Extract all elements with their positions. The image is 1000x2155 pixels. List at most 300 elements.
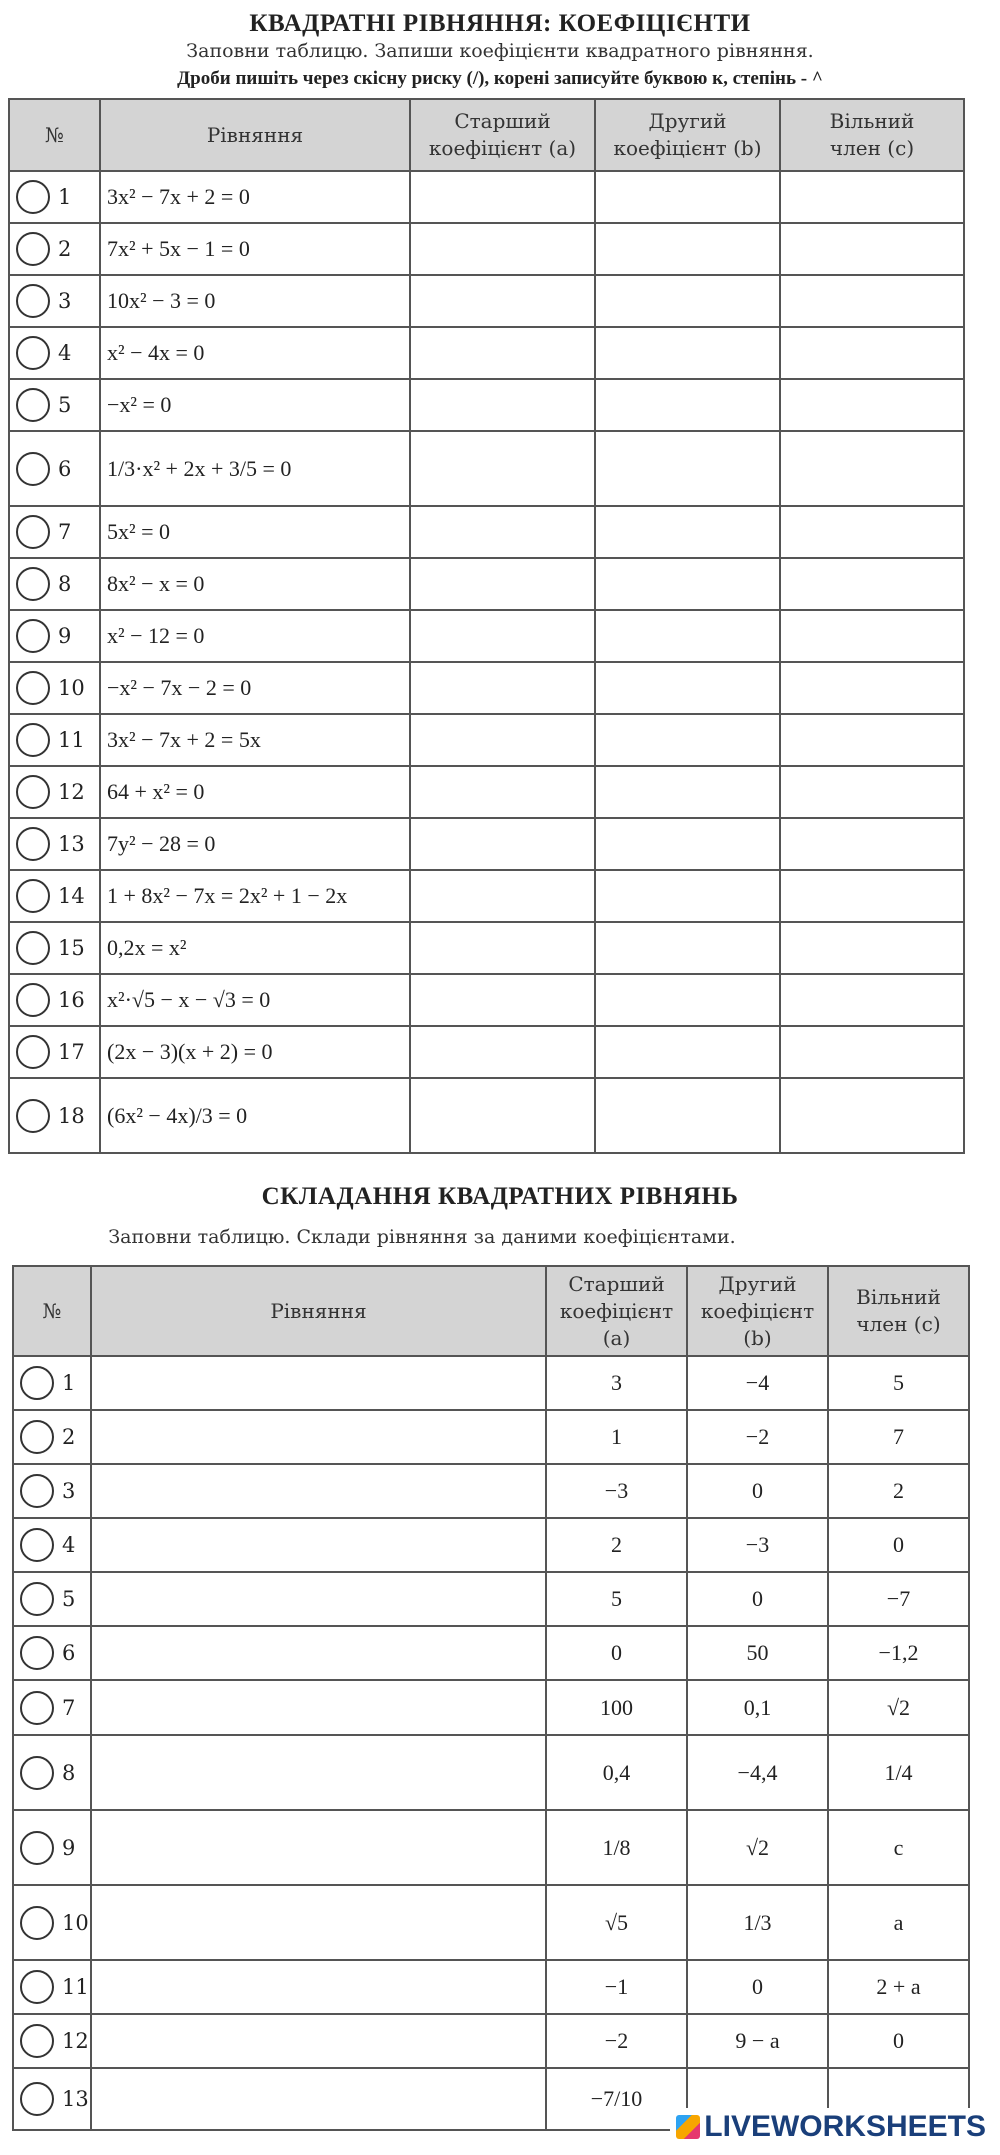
equation-cell bbox=[100, 714, 410, 766]
row-number-label: 12 bbox=[58, 780, 85, 804]
coef-b-value: 0 bbox=[752, 1974, 763, 1999]
row-number bbox=[9, 506, 100, 558]
coef-a-cell bbox=[546, 1626, 687, 1680]
answer-a-input[interactable] bbox=[410, 1026, 595, 1078]
equation-cell bbox=[100, 431, 410, 506]
coef-a-cell bbox=[546, 1518, 687, 1572]
answer-b-input[interactable] bbox=[595, 870, 780, 922]
header-b: Другий коефіцієнт (b) bbox=[687, 1266, 828, 1356]
equation-cell bbox=[100, 275, 410, 327]
header-a: Старший коефіцієнт (a) bbox=[546, 1266, 687, 1356]
equation-input[interactable] bbox=[91, 1885, 546, 1960]
coef-c-value: 5 bbox=[893, 1370, 904, 1395]
table-row bbox=[9, 558, 964, 610]
answer-check-circle[interactable] bbox=[16, 1099, 50, 1133]
equation-text: 3x² − 7x + 2 = 5x bbox=[107, 727, 261, 752]
row-number-label: 4 bbox=[62, 1533, 76, 1557]
table-row bbox=[9, 714, 964, 766]
row-number bbox=[9, 223, 100, 275]
row-number bbox=[13, 1572, 91, 1626]
row-number-label: 6 bbox=[58, 456, 72, 481]
coef-c-value: √2 bbox=[886, 1694, 911, 1720]
coef-a-cell bbox=[546, 1960, 687, 2014]
equation-text: x² − 12 = 0 bbox=[107, 623, 205, 648]
answer-check-circle[interactable] bbox=[20, 1691, 54, 1725]
answer-check-circle[interactable] bbox=[16, 567, 50, 601]
coef-c-value: a bbox=[893, 1909, 904, 1935]
coef-b-cell bbox=[687, 1735, 828, 1810]
coef-c-cell bbox=[828, 1410, 969, 1464]
row-number bbox=[13, 1960, 91, 2014]
coef-c-cell bbox=[828, 1960, 969, 2014]
answer-check-circle[interactable] bbox=[16, 827, 50, 861]
row-number-label: 10 bbox=[58, 676, 85, 700]
table-row bbox=[13, 2014, 969, 2068]
coef-b-value: 9 − a bbox=[735, 2028, 780, 2053]
answer-b-input[interactable] bbox=[595, 974, 780, 1026]
coef-c-value: 2 + a bbox=[876, 1974, 921, 1999]
table-row bbox=[9, 223, 964, 275]
answer-a-input[interactable] bbox=[410, 870, 595, 922]
coef-b-cell bbox=[687, 1885, 828, 1960]
answer-check-circle[interactable] bbox=[20, 1970, 54, 2004]
row-number-label: 5 bbox=[58, 393, 72, 417]
equation-text: −x² − 7x − 2 = 0 bbox=[107, 675, 252, 700]
coef-b-cell bbox=[687, 1626, 828, 1680]
header-num: № bbox=[13, 1266, 91, 1356]
answer-check-circle[interactable] bbox=[16, 180, 50, 214]
table-row bbox=[9, 171, 964, 223]
header-c: Вільний член (c) bbox=[828, 1266, 969, 1356]
equation-cell bbox=[100, 610, 410, 662]
answer-check-circle[interactable] bbox=[16, 515, 50, 549]
coef-a-cell bbox=[546, 1410, 687, 1464]
equation-text: (2x − 3)(x + 2) = 0 bbox=[107, 1039, 273, 1064]
coef-a-cell bbox=[546, 1735, 687, 1810]
answer-b-input[interactable] bbox=[595, 327, 780, 379]
equation-text: 1/3·x² + 2x + 3/5 = 0 bbox=[107, 455, 292, 481]
answer-c-input[interactable] bbox=[780, 766, 964, 818]
answer-a-input[interactable] bbox=[410, 171, 595, 223]
row-number bbox=[9, 662, 100, 714]
table-row bbox=[13, 1518, 969, 1572]
equation-text: 1 + 8x² − 7x = 2x² + 1 − 2x bbox=[107, 883, 348, 908]
answer-b-input[interactable] bbox=[595, 171, 780, 223]
row-number-label: 13 bbox=[58, 832, 85, 856]
answer-c-input[interactable] bbox=[780, 714, 964, 766]
equation-input[interactable] bbox=[91, 1518, 546, 1572]
header-c: Вільний член (c) bbox=[780, 99, 964, 171]
equation-cell bbox=[100, 558, 410, 610]
row-number bbox=[9, 714, 100, 766]
answer-check-circle[interactable] bbox=[16, 983, 50, 1017]
equation-text: 7x² + 5x − 1 = 0 bbox=[107, 236, 250, 261]
answer-a-input[interactable] bbox=[410, 327, 595, 379]
row-number-label: 8 bbox=[62, 1760, 76, 1785]
answer-check-circle[interactable] bbox=[16, 1035, 50, 1069]
equation-text: 5x² = 0 bbox=[107, 519, 171, 544]
coef-c-value: 0 bbox=[893, 1532, 904, 1557]
row-number bbox=[13, 1464, 91, 1518]
equation-input[interactable] bbox=[91, 1410, 546, 1464]
equation-cell bbox=[100, 327, 410, 379]
table-row bbox=[13, 1735, 969, 1810]
answer-b-input[interactable] bbox=[595, 431, 780, 506]
liveworksheets-logo: LIVEWORKSHEETS bbox=[670, 2108, 992, 2146]
answer-b-input[interactable] bbox=[595, 275, 780, 327]
logo-icon bbox=[676, 2115, 700, 2139]
coef-a-cell bbox=[546, 1464, 687, 1518]
coef-a-value: 5 bbox=[611, 1586, 622, 1611]
equation-input[interactable] bbox=[91, 1960, 546, 2014]
answer-b-input[interactable] bbox=[595, 1078, 780, 1153]
header-num: № bbox=[9, 99, 100, 171]
equation-text: (6x² − 4x)/3 = 0 bbox=[107, 1102, 248, 1128]
answer-b-input[interactable] bbox=[595, 506, 780, 558]
table-row bbox=[13, 1885, 969, 1960]
coef-c-cell bbox=[828, 1464, 969, 1518]
answer-check-circle[interactable] bbox=[20, 1582, 54, 1616]
row-number bbox=[9, 870, 100, 922]
table-row bbox=[9, 870, 964, 922]
answer-check-circle[interactable] bbox=[16, 452, 50, 486]
coef-b-cell bbox=[687, 1464, 828, 1518]
coef-c-cell bbox=[828, 1885, 969, 1960]
coef-b-value: −4 bbox=[745, 1370, 770, 1395]
row-number-label: 17 bbox=[58, 1040, 85, 1064]
row-number-label: 14 bbox=[58, 884, 85, 908]
answer-a-input[interactable] bbox=[410, 714, 595, 766]
row-number bbox=[9, 327, 100, 379]
answer-check-circle[interactable] bbox=[20, 1420, 54, 1454]
coef-a-cell bbox=[546, 2068, 687, 2130]
table-row bbox=[13, 1626, 969, 1680]
row-number bbox=[9, 1078, 100, 1153]
equation-text: 3x² − 7x + 2 = 0 bbox=[107, 184, 250, 209]
answer-c-input[interactable] bbox=[780, 662, 964, 714]
answer-b-input[interactable] bbox=[595, 662, 780, 714]
coef-b-cell bbox=[687, 1572, 828, 1626]
format-note: Дроби пишіть через скісну риску (/), корені записуйте буквою к, степінь - ^ bbox=[177, 68, 823, 89]
answer-a-input[interactable] bbox=[410, 610, 595, 662]
coef-a-value: −3 bbox=[604, 1478, 629, 1503]
coef-a-value: 0 bbox=[611, 1640, 622, 1665]
row-number-label: 9 bbox=[58, 624, 72, 648]
answer-b-input[interactable] bbox=[595, 223, 780, 275]
answer-c-input[interactable] bbox=[780, 223, 964, 275]
answer-c-input[interactable] bbox=[780, 558, 964, 610]
section2-instruction: Заповни таблицю. Склади рівняння за даними коефіцієнтами. bbox=[108, 1226, 736, 1248]
equation-input[interactable] bbox=[91, 1572, 546, 1626]
row-number-label: 5 bbox=[62, 1587, 76, 1611]
answer-c-input[interactable] bbox=[780, 275, 964, 327]
row-number-label: 6 bbox=[62, 1641, 76, 1665]
coef-a-value: 100 bbox=[600, 1694, 633, 1720]
row-number-label: 4 bbox=[58, 341, 72, 365]
equation-text: 0,2x = x² bbox=[107, 935, 187, 960]
answer-c-input[interactable] bbox=[780, 1078, 964, 1153]
answer-check-circle[interactable] bbox=[20, 1906, 54, 1940]
answer-b-input[interactable] bbox=[595, 818, 780, 870]
answer-check-circle[interactable] bbox=[16, 879, 50, 913]
answer-check-circle[interactable] bbox=[16, 671, 50, 705]
table-row bbox=[9, 275, 964, 327]
coef-a-value: −1 bbox=[604, 1974, 629, 1999]
row-number bbox=[13, 1410, 91, 1464]
row-number-label: 11 bbox=[62, 1975, 89, 1999]
compose-equations-table bbox=[12, 1265, 970, 2131]
answer-a-input[interactable] bbox=[410, 922, 595, 974]
answer-check-circle[interactable] bbox=[20, 1636, 54, 1670]
equation-cell bbox=[100, 506, 410, 558]
row-number-label: 12 bbox=[62, 2029, 89, 2053]
row-number-label: 7 bbox=[62, 1695, 76, 1720]
row-number-label: 1 bbox=[62, 1371, 76, 1395]
header-b: Другий коефіцієнт (b) bbox=[595, 99, 780, 171]
answer-b-input[interactable] bbox=[595, 714, 780, 766]
table-row bbox=[13, 1464, 969, 1518]
answer-c-input[interactable] bbox=[780, 431, 964, 506]
answer-a-input[interactable] bbox=[410, 766, 595, 818]
answer-check-circle[interactable] bbox=[16, 775, 50, 809]
answer-check-circle[interactable] bbox=[16, 336, 50, 370]
table-row bbox=[9, 610, 964, 662]
answer-b-input[interactable] bbox=[595, 379, 780, 431]
answer-a-input[interactable] bbox=[410, 275, 595, 327]
answer-c-input[interactable] bbox=[780, 870, 964, 922]
table-row bbox=[9, 379, 964, 431]
answer-check-circle[interactable] bbox=[20, 1756, 54, 1790]
coef-b-value: −3 bbox=[745, 1532, 770, 1557]
answer-a-input[interactable] bbox=[410, 431, 595, 506]
answer-c-input[interactable] bbox=[780, 379, 964, 431]
answer-a-input[interactable] bbox=[410, 379, 595, 431]
equation-text: x²·√5 − x − √3 = 0 bbox=[107, 987, 271, 1012]
answer-b-input[interactable] bbox=[595, 922, 780, 974]
answer-a-input[interactable] bbox=[410, 223, 595, 275]
equation-input[interactable] bbox=[91, 2014, 546, 2068]
row-number bbox=[13, 1810, 91, 1885]
coef-c-cell bbox=[828, 1356, 969, 1410]
row-number bbox=[9, 275, 100, 327]
coef-a-value: 2 bbox=[611, 1532, 622, 1557]
header-a: Старший коефіцієнт (a) bbox=[410, 99, 595, 171]
coef-a-value: 1/8 bbox=[602, 1834, 631, 1860]
coef-c-cell bbox=[828, 1680, 969, 1735]
row-number bbox=[13, 1735, 91, 1810]
answer-check-circle[interactable] bbox=[20, 1528, 54, 1562]
coef-b-value: √2 bbox=[745, 1834, 770, 1860]
equation-cell bbox=[100, 662, 410, 714]
coef-c-value: c bbox=[893, 1834, 904, 1860]
answer-a-input[interactable] bbox=[410, 818, 595, 870]
table-row bbox=[9, 974, 964, 1026]
equation-text: 8x² − x = 0 bbox=[107, 571, 205, 596]
answer-b-input[interactable] bbox=[595, 1026, 780, 1078]
row-number bbox=[13, 1626, 91, 1680]
row-number bbox=[9, 974, 100, 1026]
coef-a-cell bbox=[546, 1356, 687, 1410]
answer-c-input[interactable] bbox=[780, 818, 964, 870]
coef-a-value: 1 bbox=[611, 1424, 622, 1449]
coef-c-cell bbox=[828, 1626, 969, 1680]
coef-a-cell bbox=[546, 1680, 687, 1735]
table-row bbox=[9, 431, 964, 506]
coef-b-cell bbox=[687, 1680, 828, 1735]
equation-cell bbox=[100, 171, 410, 223]
answer-a-input[interactable] bbox=[410, 506, 595, 558]
answer-check-circle[interactable] bbox=[20, 2082, 54, 2116]
equation-text: −x² = 0 bbox=[107, 392, 172, 417]
answer-c-input[interactable] bbox=[780, 974, 964, 1026]
equation-input[interactable] bbox=[91, 1810, 546, 1885]
answer-b-input[interactable] bbox=[595, 766, 780, 818]
answer-a-input[interactable] bbox=[410, 1078, 595, 1153]
row-number bbox=[9, 431, 100, 506]
coef-c-value: 2 bbox=[893, 1478, 904, 1503]
table-row bbox=[13, 1410, 969, 1464]
row-number bbox=[9, 818, 100, 870]
row-number-label: 2 bbox=[62, 1425, 76, 1449]
row-number bbox=[9, 379, 100, 431]
row-number-label: 15 bbox=[58, 936, 85, 960]
coef-c-cell bbox=[828, 2014, 969, 2068]
coef-a-cell bbox=[546, 2014, 687, 2068]
answer-check-circle[interactable] bbox=[20, 2024, 54, 2058]
equation-cell bbox=[100, 974, 410, 1026]
coef-b-cell bbox=[687, 1518, 828, 1572]
coef-b-value: 1/3 bbox=[743, 1909, 772, 1935]
equation-input[interactable] bbox=[91, 1464, 546, 1518]
coef-c-value: 0 bbox=[893, 2028, 904, 2053]
coef-a-cell bbox=[546, 1885, 687, 1960]
equation-cell bbox=[100, 223, 410, 275]
row-number-label: 18 bbox=[58, 1103, 85, 1128]
table-row bbox=[9, 922, 964, 974]
row-number-label: 2 bbox=[58, 237, 72, 261]
equation-input[interactable] bbox=[91, 2068, 546, 2130]
coef-a-cell bbox=[546, 1810, 687, 1885]
instruction-text: Заповни таблицю. Запиши коефіцієнти квадратного рівняння. bbox=[186, 40, 814, 62]
answer-c-input[interactable] bbox=[780, 506, 964, 558]
coef-a-value: −7/10 bbox=[590, 2086, 643, 2111]
answer-check-circle[interactable] bbox=[16, 723, 50, 757]
row-number bbox=[13, 1518, 91, 1572]
coef-c-value: −7 bbox=[886, 1586, 911, 1611]
coef-a-value: 3 bbox=[611, 1370, 622, 1395]
answer-c-input[interactable] bbox=[780, 1026, 964, 1078]
equation-text: 64 + x² = 0 bbox=[107, 779, 205, 804]
row-number-label: 7 bbox=[58, 520, 72, 544]
header-equation: Рівняння bbox=[91, 1266, 546, 1356]
table-row bbox=[9, 766, 964, 818]
section2-title: СКЛАДАННЯ КВАДРАТНИХ РІВНЯНЬ bbox=[261, 1183, 739, 1210]
row-number-label: 3 bbox=[58, 289, 72, 313]
answer-check-circle[interactable] bbox=[20, 1831, 54, 1865]
answer-c-input[interactable] bbox=[780, 327, 964, 379]
equation-cell bbox=[100, 379, 410, 431]
coef-a-value: −2 bbox=[604, 2028, 629, 2053]
answer-check-circle[interactable] bbox=[16, 284, 50, 318]
coef-b-cell bbox=[687, 1356, 828, 1410]
coef-b-value: 50 bbox=[746, 1640, 769, 1665]
answer-a-input[interactable] bbox=[410, 662, 595, 714]
answer-a-input[interactable] bbox=[410, 558, 595, 610]
row-number bbox=[9, 1026, 100, 1078]
coef-b-cell bbox=[687, 1960, 828, 2014]
table-row bbox=[9, 818, 964, 870]
coef-b-cell bbox=[687, 2014, 828, 2068]
equation-cell bbox=[100, 818, 410, 870]
answer-b-input[interactable] bbox=[595, 610, 780, 662]
answer-a-input[interactable] bbox=[410, 974, 595, 1026]
table-row bbox=[13, 1680, 969, 1735]
coef-b-value: 0 bbox=[752, 1586, 763, 1611]
coef-c-cell bbox=[828, 1518, 969, 1572]
answer-c-input[interactable] bbox=[780, 610, 964, 662]
coef-b-value: −2 bbox=[745, 1424, 770, 1449]
equation-text: 10x² − 3 = 0 bbox=[107, 288, 216, 313]
equation-cell bbox=[100, 922, 410, 974]
row-number-label: 8 bbox=[58, 572, 72, 596]
row-number-label: 3 bbox=[62, 1479, 76, 1503]
answer-check-circle[interactable] bbox=[20, 1366, 54, 1400]
answer-check-circle[interactable] bbox=[16, 388, 50, 422]
coef-b-cell bbox=[687, 1810, 828, 1885]
equation-cell bbox=[100, 1026, 410, 1078]
coef-c-cell bbox=[828, 1572, 969, 1626]
row-number bbox=[13, 2014, 91, 2068]
answer-check-circle[interactable] bbox=[20, 1474, 54, 1508]
row-number-label: 11 bbox=[58, 728, 85, 752]
table-row bbox=[9, 1026, 964, 1078]
row-number bbox=[13, 1680, 91, 1735]
row-number bbox=[13, 2068, 91, 2130]
answer-c-input[interactable] bbox=[780, 171, 964, 223]
table-row bbox=[9, 327, 964, 379]
row-number-label: 1 bbox=[58, 185, 72, 209]
page-title: КВАДРАТНІ РІВНЯННЯ: КОЕФІЦІЄНТИ bbox=[249, 10, 751, 37]
table-row bbox=[13, 1356, 969, 1410]
table-row bbox=[9, 662, 964, 714]
coef-a-value: 0,4 bbox=[602, 1759, 631, 1785]
answer-c-input[interactable] bbox=[780, 922, 964, 974]
equation-input[interactable] bbox=[91, 1626, 546, 1680]
equation-cell bbox=[100, 766, 410, 818]
answer-b-input[interactable] bbox=[595, 558, 780, 610]
equation-text: 7y² − 28 = 0 bbox=[107, 831, 216, 856]
equation-input[interactable] bbox=[91, 1735, 546, 1810]
answer-check-circle[interactable] bbox=[16, 232, 50, 266]
row-number-label: 16 bbox=[58, 988, 85, 1012]
row-number bbox=[9, 922, 100, 974]
coef-b-value: 0 bbox=[752, 1478, 763, 1503]
answer-check-circle[interactable] bbox=[16, 619, 50, 653]
equation-input[interactable] bbox=[91, 1680, 546, 1735]
equation-text: x² − 4x = 0 bbox=[107, 340, 205, 365]
coef-a-cell bbox=[546, 1572, 687, 1626]
equation-cell bbox=[100, 1078, 410, 1153]
answer-check-circle[interactable] bbox=[16, 931, 50, 965]
table-row bbox=[9, 506, 964, 558]
equation-input[interactable] bbox=[91, 1356, 546, 1410]
table-row bbox=[13, 1572, 969, 1626]
row-number-label: 9 bbox=[62, 1835, 76, 1860]
row-number bbox=[9, 610, 100, 662]
table-row bbox=[9, 1078, 964, 1153]
coef-b-value: 0,1 bbox=[743, 1694, 772, 1720]
coef-c-value: 7 bbox=[893, 1424, 904, 1449]
